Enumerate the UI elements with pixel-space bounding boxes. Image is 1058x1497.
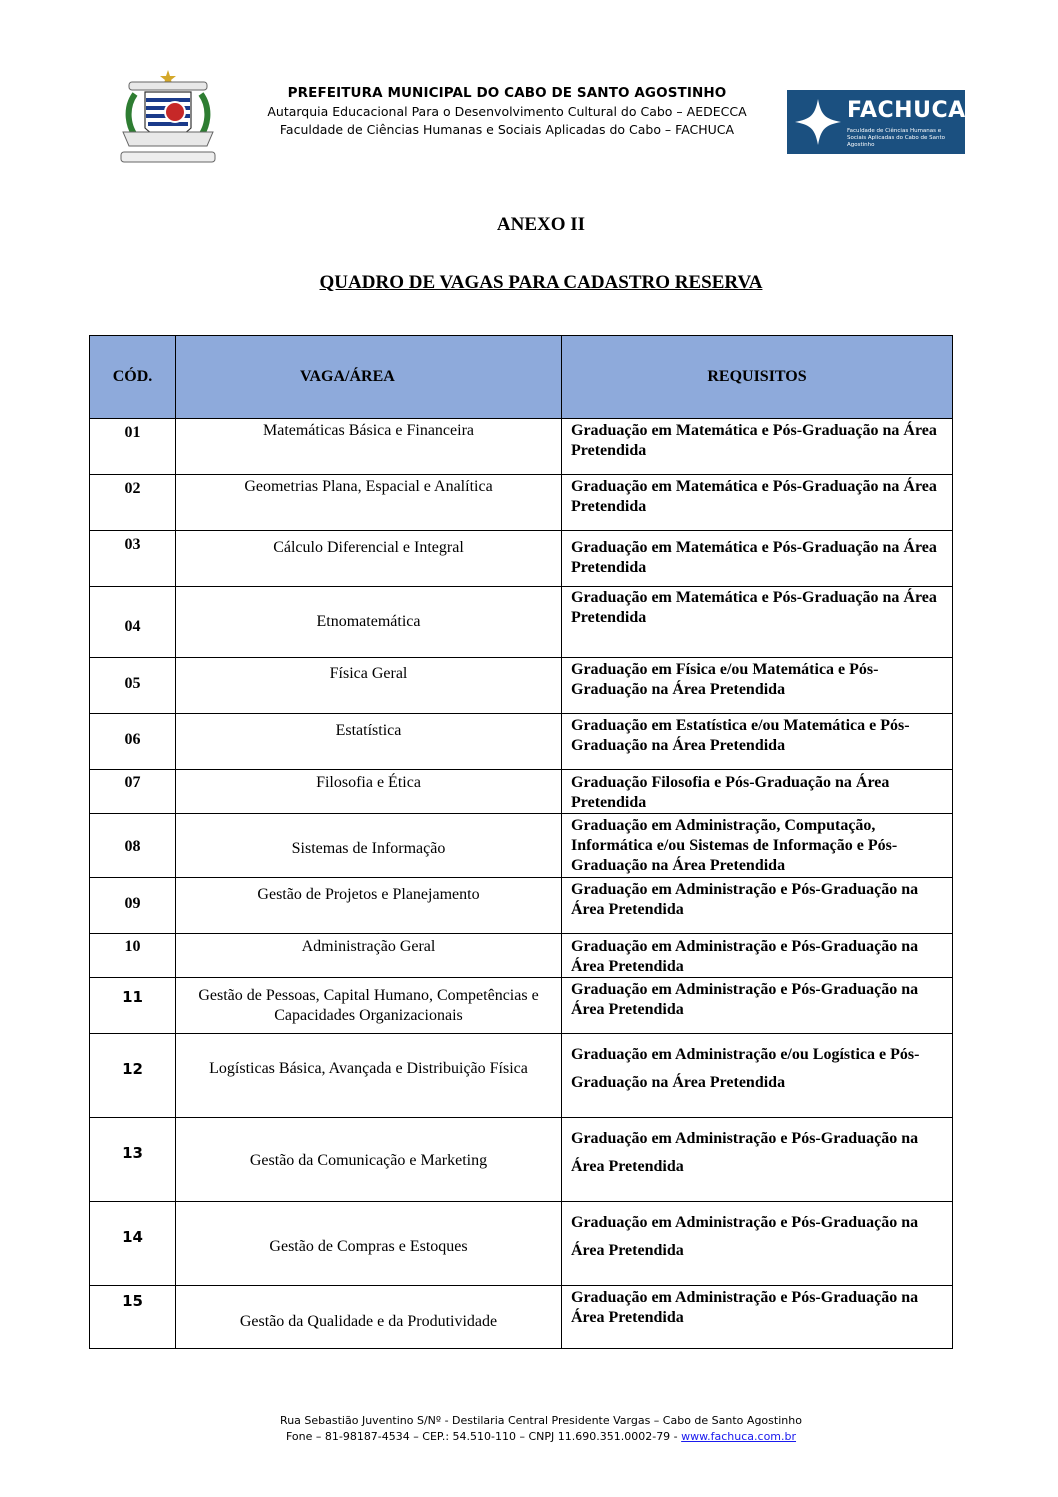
table-row: [90, 978, 953, 1034]
row-requirements: Graduação em Administração e Pós-Graduação na Área Pretendida: [571, 981, 919, 1018]
table-row: [90, 770, 953, 814]
row-requirements: Graduação em Administração e Pós-Graduação na Área Pretendida: [571, 938, 919, 975]
row-area: Gestão da Comunicação e Marketing: [249, 1152, 488, 1169]
row-code: 03: [124, 536, 141, 553]
row-requirements: Graduação em Administração e Pós-Graduação na Área Pretendida: [571, 1289, 919, 1326]
table-row: [90, 1118, 953, 1202]
row-code: 01: [124, 424, 141, 441]
row-area: Cálculo Diferencial e Integral: [273, 539, 464, 556]
institution-header: [222, 84, 792, 139]
row-area: Sistemas de Informação: [291, 840, 446, 857]
table-row: [90, 1286, 953, 1349]
table-row: [90, 878, 953, 934]
row-code: 08: [124, 838, 141, 855]
row-requirements: Graduação Filosofia e Pós-Graduação na Área Pretendida: [571, 774, 890, 811]
row-code: 12: [122, 1060, 143, 1078]
table-row: [90, 1034, 953, 1118]
row-area: Administração Geral: [301, 938, 436, 955]
row-area: Matemáticas Básica e Financeira: [262, 422, 474, 439]
row-code: 13: [122, 1144, 143, 1162]
fachuca-logo: [787, 90, 965, 154]
row-requirements: Graduação em Administração e Pós-Graduação na Área Pretendida: [571, 1130, 919, 1175]
row-area: Gestão de Pessoas, Capital Humano, Competências e Capacidades Organizacionais: [198, 987, 539, 1024]
row-requirements: Graduação em Administração e Pós-Graduação na Área Pretendida: [571, 881, 919, 918]
table-row: [90, 531, 953, 587]
row-area: Estatística: [335, 722, 402, 739]
row-code: 02: [124, 480, 141, 497]
row-code: 15: [122, 1292, 143, 1310]
footer-address: Rua Sebastião Juventino S/Nº - Destilaria Central Presidente Vargas – Cabo de Santo Agostinho: [280, 1414, 802, 1427]
column-header-vaga: VAGA/ÁREA: [176, 336, 562, 419]
row-area: Gestão de Projetos e Planejamento: [257, 886, 480, 903]
row-area: Gestão da Qualidade e da Produtividade: [239, 1313, 498, 1330]
website-link[interactable]: www.fachuca.com.br: [681, 1430, 797, 1443]
row-area: Geometrias Plana, Espacial e Analítica: [244, 478, 493, 495]
page-header: [0, 0, 1058, 180]
column-header-cod: CÓD.: [90, 336, 176, 419]
table-row: [90, 714, 953, 770]
municipality-name: PREFEITURA MUNICIPAL DO CABO DE SANTO AGOSTINHO: [287, 85, 727, 101]
row-requirements: Graduação em Física e/ou Matemática e Pós-Graduação na Área Pretendida: [571, 661, 879, 698]
row-requirements: Graduação em Matemática e Pós-Graduação na Área Pretendida: [571, 539, 937, 576]
row-code: 09: [124, 895, 141, 912]
row-area: Logísticas Básica, Avançada e Distribuição Física: [209, 1060, 528, 1077]
faculty-name: Faculdade de Ciências Humanas e Sociais Aplicadas do Cabo – FACHUCA: [279, 122, 735, 137]
row-area: Filosofia e Ética: [316, 774, 421, 791]
table-row: [90, 658, 953, 714]
row-area: Física Geral: [329, 665, 408, 682]
row-requirements: Graduação em Administração e/ou Logística e Pós-Graduação na Área Pretendida: [571, 1046, 920, 1091]
table-row: [90, 814, 953, 878]
municipal-coat-of-arms-icon: [115, 68, 221, 170]
row-code: 11: [122, 988, 143, 1006]
fachuca-logo-name: FACHUCA: [847, 98, 966, 123]
column-header-req: REQUISITOS: [562, 336, 953, 419]
row-code: 04: [124, 618, 141, 635]
row-code: 14: [122, 1228, 143, 1246]
table-row: [90, 587, 953, 658]
row-requirements: Graduação em Matemática e Pós-Graduação na Área Pretendida: [571, 478, 937, 515]
fachuca-star-icon: [793, 97, 843, 147]
row-requirements: Graduação em Matemática e Pós-Graduação na Área Pretendida: [571, 589, 937, 626]
row-area: Etnomatemática: [316, 613, 421, 630]
table-header-row: [90, 336, 953, 419]
table-row: [90, 475, 953, 531]
row-requirements: Graduação em Matemática e Pós-Graduação na Área Pretendida: [571, 422, 937, 459]
footer-contact-text: Fone – 81-98187-4534 – CEP.: 54.510-110 – CNPJ 11.690.351.0002-79 -: [285, 1430, 678, 1443]
table-row: [90, 1202, 953, 1286]
footer-contact: [0, 1429, 1058, 1445]
page-title: ANEXO II: [496, 214, 586, 235]
vacancy-table: [89, 335, 953, 1349]
fachuca-logo-subtitle: Faculdade de Ciências Humanas e Sociais Aplicadas do Cabo de Santo Agostinho: [847, 128, 946, 148]
table-row: [90, 419, 953, 475]
row-code: 10: [124, 938, 141, 955]
row-requirements: Graduação em Estatística e/ou Matemática e Pós-Graduação na Área Pretendida: [571, 717, 910, 754]
row-code: 07: [124, 774, 141, 791]
row-code: 06: [124, 731, 141, 748]
row-requirements: Graduação em Administração, Computação, Informática e/ou Sistemas de Informação e Pós-Graduação na Área Pretendida: [571, 817, 898, 874]
table-row: [90, 934, 953, 978]
row-area: Gestão de Compras e Estoques: [269, 1238, 468, 1255]
autarchy-name: Autarquia Educacional Para o Desenvolvimento Cultural do Cabo – AEDECCA: [267, 104, 747, 119]
page-subtitle: QUADRO DE VAGAS PARA CADASTRO RESERVA: [319, 272, 763, 293]
page-footer: [0, 1413, 1058, 1445]
row-code: 05: [124, 675, 141, 692]
row-requirements: Graduação em Administração e Pós-Graduação na Área Pretendida: [571, 1214, 919, 1259]
